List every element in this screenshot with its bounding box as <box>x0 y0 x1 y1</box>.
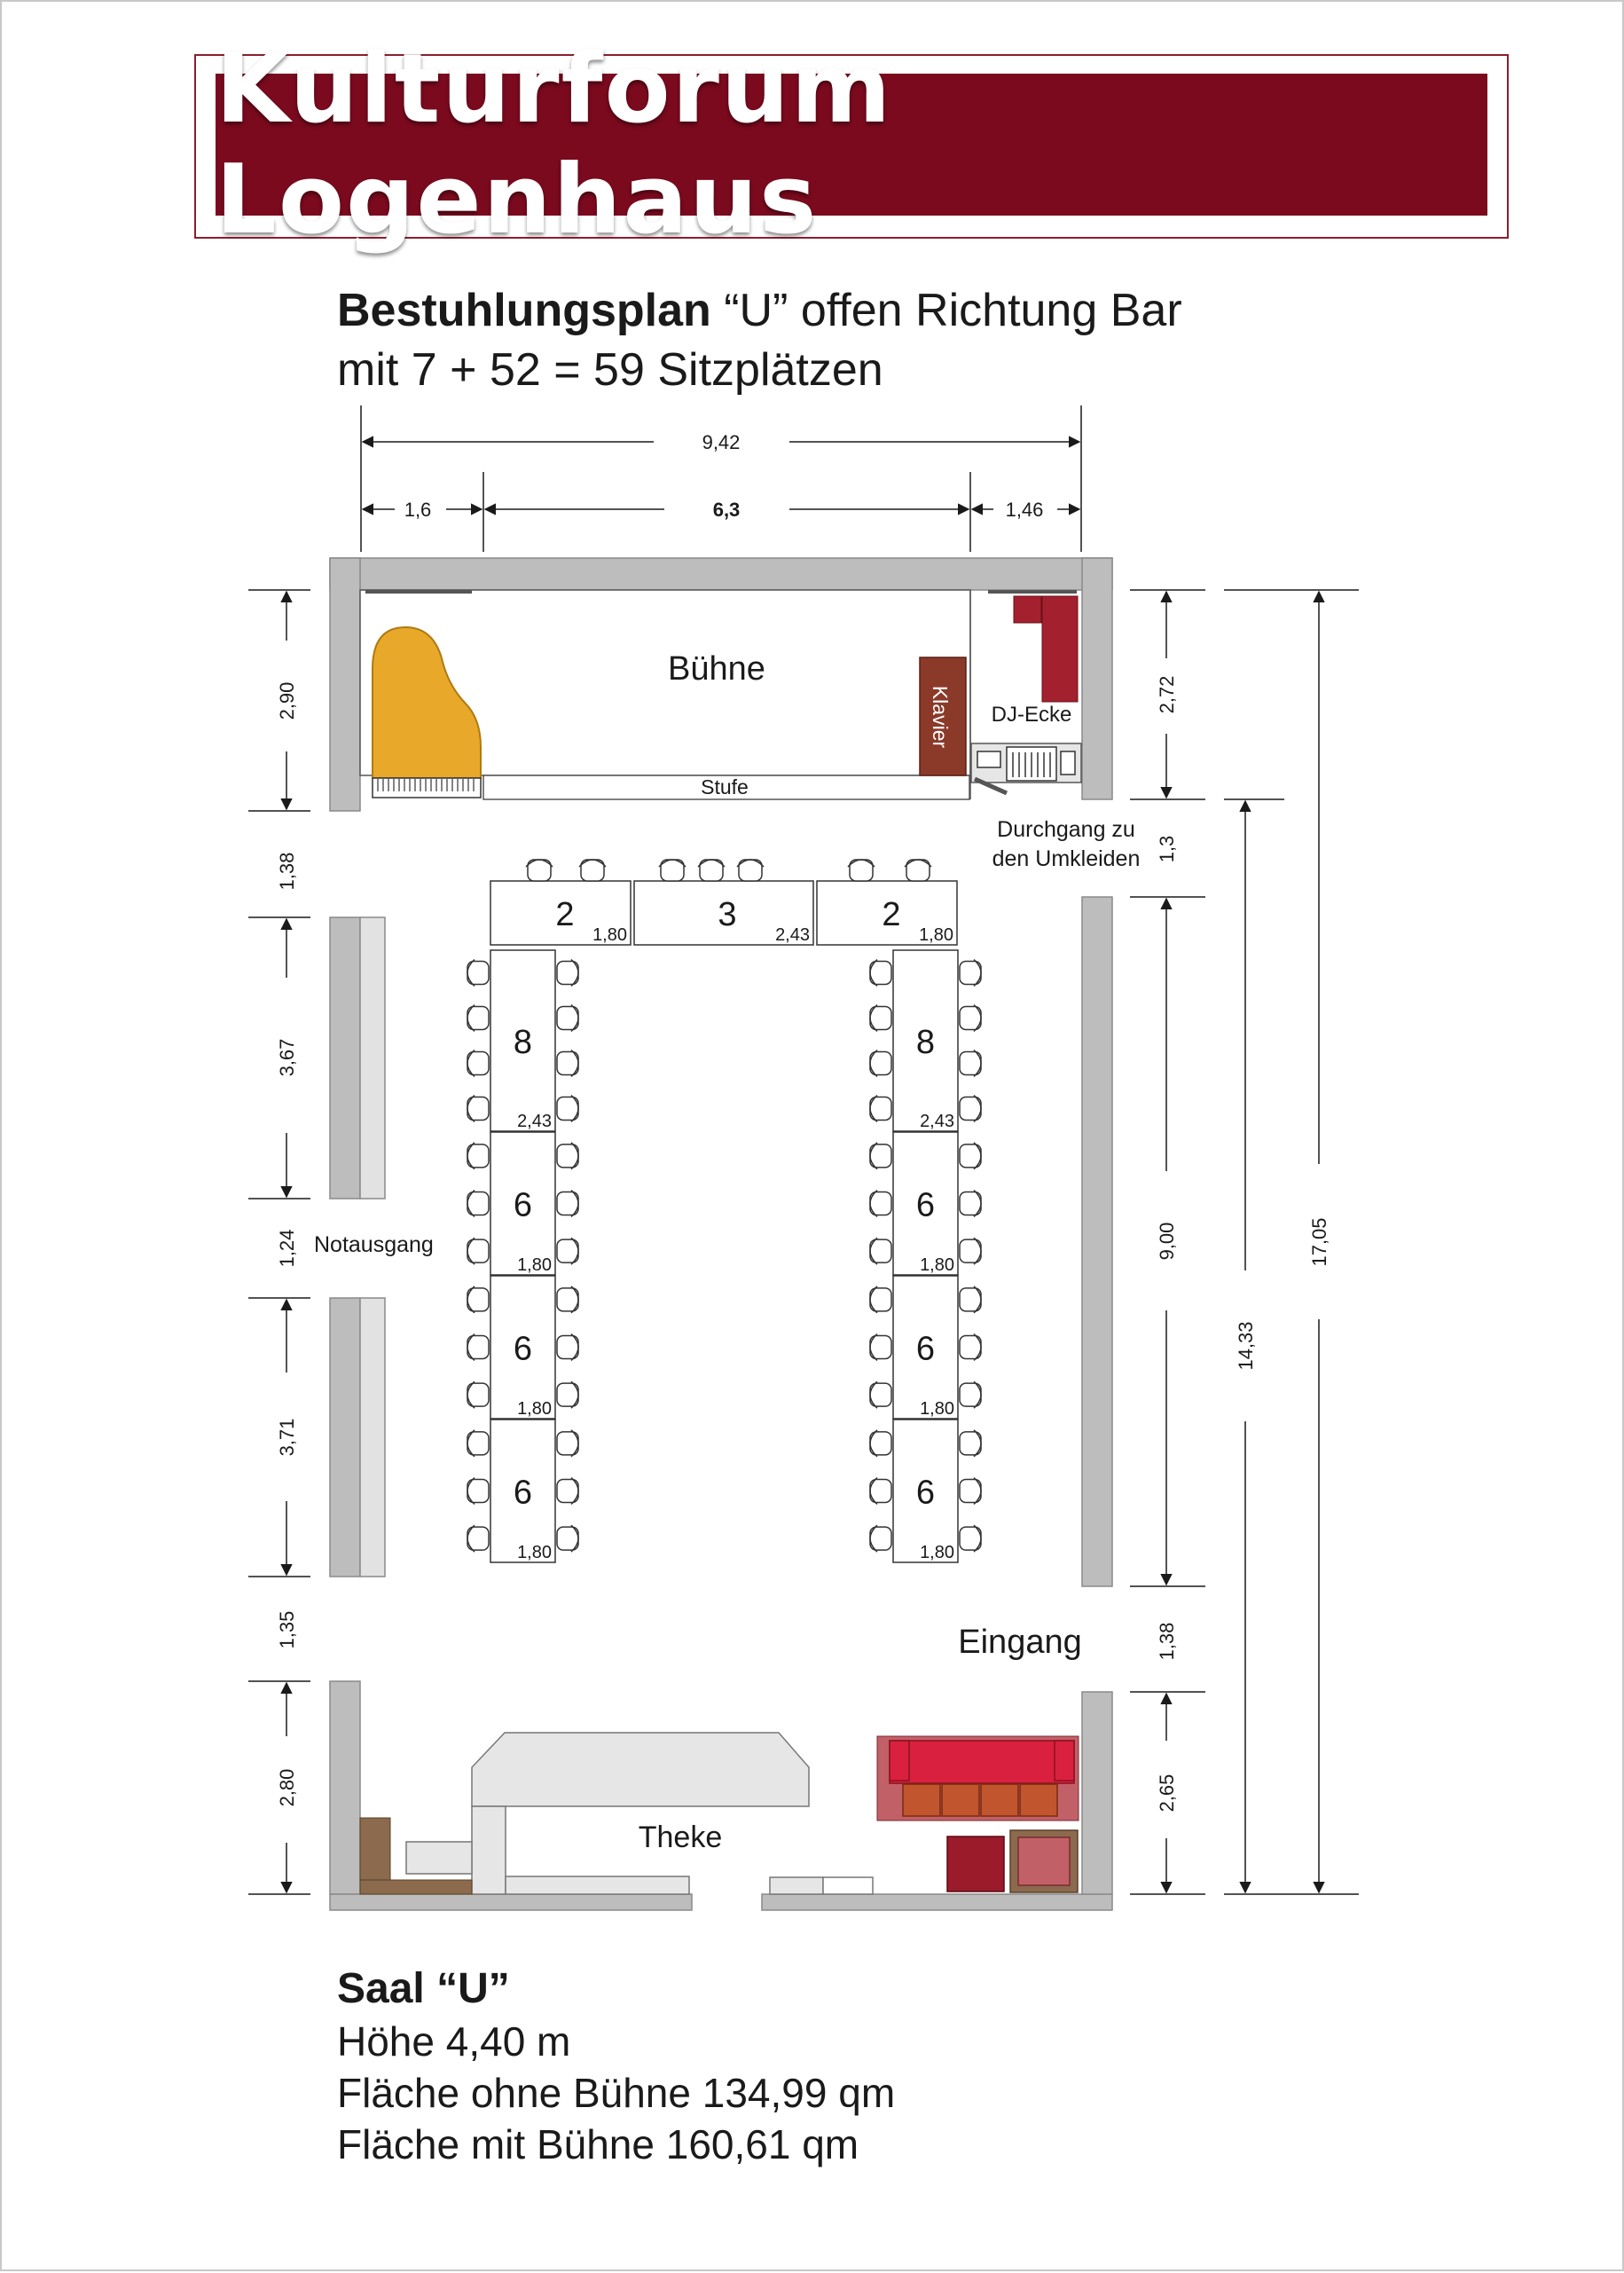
tables <box>467 860 981 1562</box>
table-right-2-length: 1,80 <box>920 1255 954 1275</box>
table-right-1-seats: 8 <box>915 1024 936 1061</box>
dim-left-offset: 1,6 <box>404 499 432 521</box>
lounge-area <box>877 1736 1079 1892</box>
table-left-3-chair-l2 <box>467 1381 489 1408</box>
dj-rack-small <box>1014 596 1041 623</box>
table-right-1-chair-r0 <box>960 960 981 987</box>
table-right-2-chair-r0 <box>960 1143 981 1169</box>
hall-title: Saal “U” <box>337 1965 510 2012</box>
dim-right-offset: 1,46 <box>1005 499 1044 521</box>
table-left-3-seats: 6 <box>513 1330 533 1368</box>
wall-left-upper <box>330 917 360 1199</box>
table-right-1-length: 2,43 <box>920 1112 954 1131</box>
table-left-4-seats: 6 <box>513 1474 533 1512</box>
table-left-3 <box>490 1276 555 1419</box>
low-shelf-1 <box>770 1877 823 1894</box>
table-left-4-chair-l1 <box>467 1478 489 1505</box>
table-left-3-chair-r2 <box>557 1381 578 1408</box>
table-right-2-chair-l0 <box>870 1143 891 1169</box>
table-left-4-chair-r1 <box>557 1478 578 1505</box>
sofa-cushion-4 <box>1020 1784 1057 1816</box>
dim-right-2: 1,3 <box>1156 835 1178 863</box>
armchair-pink <box>1018 1837 1070 1885</box>
dj-label: DJ-Ecke <box>991 703 1072 727</box>
table-right-3-chair-l1 <box>870 1334 891 1361</box>
logo-text: Kulturforum Logenhaus <box>216 34 893 256</box>
table-left-1 <box>490 950 555 1131</box>
dj-rack-large <box>1042 596 1078 702</box>
passage-label-line2: den Umkleiden <box>992 846 1141 871</box>
table-right-3-chair-r1 <box>960 1334 981 1361</box>
table-right-1-chair-l0 <box>870 960 891 987</box>
bar-counter-stem <box>472 1806 506 1894</box>
dim-right-1: 2,72 <box>1156 675 1178 714</box>
dim-span-14: 14,33 <box>1235 1321 1257 1371</box>
table-right-3 <box>893 1276 958 1419</box>
passage-label-line1: Durchgang zu <box>997 817 1135 842</box>
low-shelf-2 <box>823 1877 873 1894</box>
table-left-2-chair-l1 <box>467 1191 489 1217</box>
table-left-2-chair-l0 <box>467 1143 489 1169</box>
table-left-4-chair-r2 <box>557 1525 578 1552</box>
upright-piano <box>920 657 966 775</box>
dim-right-5: 2,65 <box>1156 1774 1178 1813</box>
table-left-3-chair-l0 <box>467 1286 489 1313</box>
table-left-2-chair-l2 <box>467 1238 489 1264</box>
dim-left-7: 2,80 <box>276 1768 298 1807</box>
table-left-4-chair-l2 <box>467 1525 489 1552</box>
bar-label: Theke <box>638 1821 723 1854</box>
chair-top-1-0 <box>526 860 553 881</box>
table-right-2-chair-l1 <box>870 1191 891 1217</box>
dim-right-3: 9,00 <box>1156 1222 1178 1261</box>
table-top-2-length: 2,43 <box>775 925 810 945</box>
bar-counter-top <box>472 1733 809 1806</box>
wall-left-upper-inner <box>360 917 385 1199</box>
table-right-2-chair-r2 <box>960 1238 981 1264</box>
table-left-1-chair-l1 <box>467 1005 489 1032</box>
table-left-3-chair-l1 <box>467 1334 489 1361</box>
bar-shelf-left <box>406 1842 472 1874</box>
table-left-1-chair-r0 <box>557 960 578 987</box>
emergency-exit-label: Notausgang <box>314 1232 434 1257</box>
table-left-2-chair-r2 <box>557 1238 578 1264</box>
table-left-2-seats: 6 <box>513 1186 533 1224</box>
table-left-1-chair-r2 <box>557 1050 578 1077</box>
dim-right-4: 1,38 <box>1156 1622 1178 1661</box>
table-left-2-chair-r1 <box>557 1191 578 1217</box>
wall-left-lower-inner <box>360 1298 385 1577</box>
floor-plan <box>2 2 1624 2273</box>
sofa-cushion-3 <box>981 1784 1018 1816</box>
plan-title-bold: Bestuhlungsplan <box>337 285 711 336</box>
dim-left-1: 2,90 <box>276 681 298 720</box>
table-left-4-chair-r0 <box>557 1430 578 1457</box>
table-left-1-chair-r1 <box>557 1005 578 1032</box>
table-left-3-length: 1,80 <box>517 1399 552 1419</box>
table-left-2 <box>490 1132 555 1275</box>
dim-left-2: 1,38 <box>276 852 298 891</box>
hall-area-without-stage: Fläche ohne Bühne 134,99 qm <box>337 2070 896 2116</box>
table-right-3-seats: 6 <box>915 1330 936 1368</box>
chair-top-2-0 <box>659 860 686 881</box>
table-left-3-chair-r1 <box>557 1334 578 1361</box>
bar-area <box>360 1733 873 1894</box>
table-left-1-chair-l0 <box>467 960 489 987</box>
sofa-cushion-2 <box>942 1784 979 1816</box>
table-right-4-length: 1,80 <box>920 1543 954 1562</box>
bar-shelf-bottom <box>506 1876 689 1894</box>
armchair-red <box>947 1836 1004 1892</box>
table-left-1-length: 2,43 <box>517 1112 552 1131</box>
table-right-1-chair-r3 <box>960 1096 981 1122</box>
wall-bottom-left-vertical <box>330 1681 360 1894</box>
stage-label: Bühne <box>668 650 765 688</box>
sofa-back <box>890 1741 1074 1783</box>
dj-corner <box>971 592 1081 793</box>
table-right-4 <box>893 1420 958 1562</box>
table-right-1-chair-l2 <box>870 1050 891 1077</box>
table-right-2 <box>893 1132 958 1275</box>
brown-cabinet-horizontal <box>360 1880 472 1894</box>
dim-total-width: 9,42 <box>702 431 741 453</box>
table-right-3-chair-l2 <box>870 1381 891 1408</box>
table-right-4-chair-l0 <box>870 1430 891 1457</box>
table-left-3-chair-r0 <box>557 1286 578 1313</box>
dim-stage-width: 6,3 <box>712 499 741 521</box>
table-right-4-seats: 6 <box>915 1474 936 1512</box>
chair-top-3-0 <box>848 860 875 881</box>
wall-top-right <box>1082 558 1112 799</box>
table-left-4-chair-l0 <box>467 1430 489 1457</box>
dim-left-3: 3,67 <box>276 1038 298 1077</box>
wall-left-lower <box>330 1298 360 1577</box>
table-left-1-seats: 8 <box>513 1024 533 1061</box>
dj-laptop <box>977 751 1000 767</box>
table-top-3 <box>817 881 957 945</box>
table-left-4-length: 1,80 <box>517 1543 552 1562</box>
table-right-1-chair-l1 <box>870 1005 891 1032</box>
table-top-3-length: 1,80 <box>919 925 953 945</box>
plan-subtitle: mit 7 + 52 = 59 Sitzplätzen <box>337 344 883 396</box>
wall-bottom-right-vertical <box>1082 1692 1112 1894</box>
table-top-2 <box>634 881 813 945</box>
hall-area-with-stage: Fläche mit Bühne 160,61 qm <box>337 2121 859 2167</box>
table-right-1-chair-r1 <box>960 1005 981 1032</box>
table-left-2-length: 1,80 <box>517 1255 552 1275</box>
dim-left-4: 1,24 <box>276 1229 298 1268</box>
upright-piano-label: Klavier <box>929 685 952 749</box>
table-right-2-chair-r1 <box>960 1191 981 1217</box>
wall-top <box>330 558 1112 590</box>
table-right-3-chair-r0 <box>960 1286 981 1313</box>
table-right-3-chair-r2 <box>960 1381 981 1408</box>
sofa-cushion-1 <box>903 1784 940 1816</box>
table-right-3-length: 1,80 <box>920 1399 954 1419</box>
table-top-3-seats: 2 <box>882 896 901 933</box>
table-left-4 <box>490 1420 555 1562</box>
table-top-1-length: 1,80 <box>592 925 627 945</box>
wall-right <box>1082 897 1112 1586</box>
wall-bottom-left <box>330 1894 692 1910</box>
wall-top-left <box>330 558 360 811</box>
table-top-1-seats: 2 <box>555 896 575 933</box>
dim-left-5: 3,71 <box>276 1418 298 1457</box>
entrance-label: Eingang <box>958 1624 1082 1661</box>
table-left-1-chair-l2 <box>467 1050 489 1077</box>
table-right-1-chair-r2 <box>960 1050 981 1077</box>
chair-top-1-1 <box>579 860 606 881</box>
sofa-arm-right <box>1055 1741 1074 1781</box>
table-right-1 <box>893 950 958 1131</box>
table-top-1 <box>490 881 631 945</box>
table-right-4-chair-r1 <box>960 1478 981 1505</box>
table-right-3-chair-l0 <box>870 1286 891 1313</box>
table-left-2-chair-r0 <box>557 1143 578 1169</box>
table-left-1-chair-r3 <box>557 1096 578 1122</box>
table-right-4-chair-r2 <box>960 1525 981 1552</box>
dim-left-6: 1,35 <box>276 1610 298 1649</box>
table-right-4-chair-l1 <box>870 1478 891 1505</box>
chair-top-3-1 <box>905 860 931 881</box>
table-right-2-seats: 6 <box>915 1186 936 1224</box>
table-right-2-chair-l2 <box>870 1238 891 1264</box>
dim-span-17: 17,05 <box>1308 1217 1330 1267</box>
stage-step-label: Stufe <box>701 775 749 798</box>
dj-speaker <box>1061 751 1075 775</box>
chair-top-2-1 <box>698 860 725 881</box>
sofa-arm-left <box>890 1741 909 1781</box>
hall-height: Höhe 4,40 m <box>337 2018 571 2065</box>
table-top-2-seats: 3 <box>718 896 737 933</box>
wall-bottom-right <box>762 1894 1112 1910</box>
table-right-4-chair-l2 <box>870 1525 891 1552</box>
table-right-1-chair-l3 <box>870 1096 891 1122</box>
table-right-4-chair-r0 <box>960 1430 981 1457</box>
plan-title-rest: “U” offen Richtung Bar <box>710 285 1182 336</box>
chair-top-2-2 <box>737 860 764 881</box>
dj-mixer-faders <box>1013 752 1050 777</box>
table-left-1-chair-l3 <box>467 1096 489 1122</box>
